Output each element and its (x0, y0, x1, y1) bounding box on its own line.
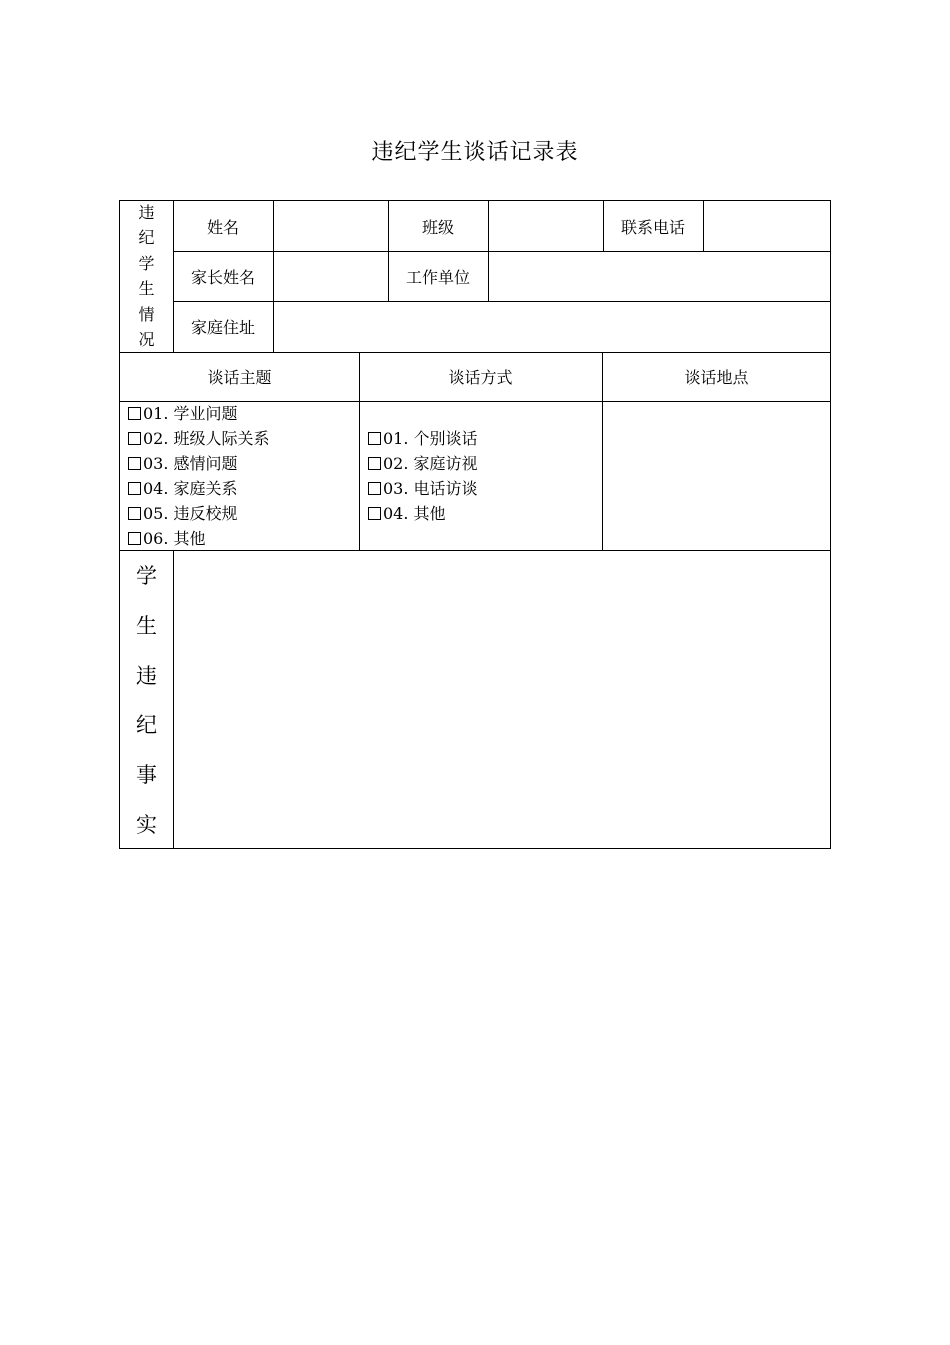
topic-option[interactable] (128, 451, 270, 476)
option-label: 04. 其他 (383, 504, 446, 523)
parent-name-value-cell[interactable] (273, 251, 388, 301)
method-option[interactable] (368, 426, 478, 451)
label-char: 情 (138, 304, 155, 324)
option-label: 03. 感情问题 (143, 454, 238, 473)
topic-header: 谈话主题 (207, 368, 272, 387)
label-char: 实 (136, 812, 157, 837)
checkbox-icon[interactable] (128, 457, 141, 470)
checkbox-icon[interactable] (128, 532, 141, 545)
topic-option[interactable] (128, 426, 270, 451)
option-label: 03. 电话访谈 (383, 479, 478, 498)
label-char: 生 (136, 613, 157, 638)
location-value-cell[interactable] (602, 401, 831, 550)
label-char: 事 (136, 763, 157, 788)
phone-label: 联系电话 (620, 217, 685, 237)
option-label: 01. 个别谈话 (383, 429, 478, 448)
method-option[interactable] (368, 476, 478, 501)
checkbox-icon[interactable] (368, 457, 381, 470)
method-header: 谈话方式 (448, 368, 513, 387)
location-header: 谈话地点 (684, 368, 749, 387)
checkbox-icon[interactable] (128, 507, 141, 520)
label-char: 况 (138, 329, 155, 349)
option-label: 02. 班级人际关系 (143, 429, 270, 448)
phone-value-cell[interactable] (703, 201, 831, 251)
option-label: 01. 学业问题 (143, 404, 238, 423)
page-title: 违纪学生谈话记录表 (371, 140, 579, 165)
label-char: 学 (138, 253, 155, 273)
parent-name-label: 家长姓名 (190, 267, 255, 287)
facts-content-cell[interactable] (173, 550, 831, 849)
option-label: 02. 家庭访视 (383, 454, 478, 473)
checkbox-icon[interactable] (128, 482, 141, 495)
name-label: 姓名 (206, 217, 239, 237)
facts-section-label (120, 566, 173, 836)
topic-option[interactable] (128, 526, 270, 551)
label-char: 违 (136, 663, 157, 688)
checkbox-icon[interactable] (368, 432, 381, 445)
topic-option[interactable] (128, 401, 270, 426)
name-value-cell[interactable] (273, 201, 388, 251)
topic-options (128, 401, 270, 551)
label-char: 生 (138, 279, 155, 299)
method-option[interactable] (368, 501, 478, 526)
option-label: 06. 其他 (143, 529, 206, 548)
label-char: 学 (136, 564, 157, 588)
option-label: 05. 违反校规 (143, 504, 238, 523)
label-char: 纪 (138, 228, 155, 248)
topic-option[interactable] (128, 476, 270, 501)
checkbox-icon[interactable] (128, 407, 141, 420)
method-options (368, 426, 478, 526)
home-address-label: 家庭住址 (190, 318, 255, 337)
home-address-value-cell[interactable] (273, 301, 831, 352)
checkbox-icon[interactable] (128, 432, 141, 445)
checkbox-icon[interactable] (368, 482, 381, 495)
student-section-label (120, 205, 173, 348)
checkbox-icon[interactable] (368, 507, 381, 520)
option-label: 04. 家庭关系 (143, 479, 238, 498)
work-unit-label: 工作单位 (405, 267, 470, 287)
topic-option[interactable] (128, 501, 270, 526)
class-value-cell[interactable] (488, 201, 603, 251)
record-form-table (119, 200, 831, 849)
class-label: 班级 (421, 217, 454, 237)
work-unit-value-cell[interactable] (488, 251, 831, 301)
method-option[interactable] (368, 451, 478, 476)
label-char: 纪 (136, 713, 157, 738)
label-char: 违 (138, 203, 155, 222)
